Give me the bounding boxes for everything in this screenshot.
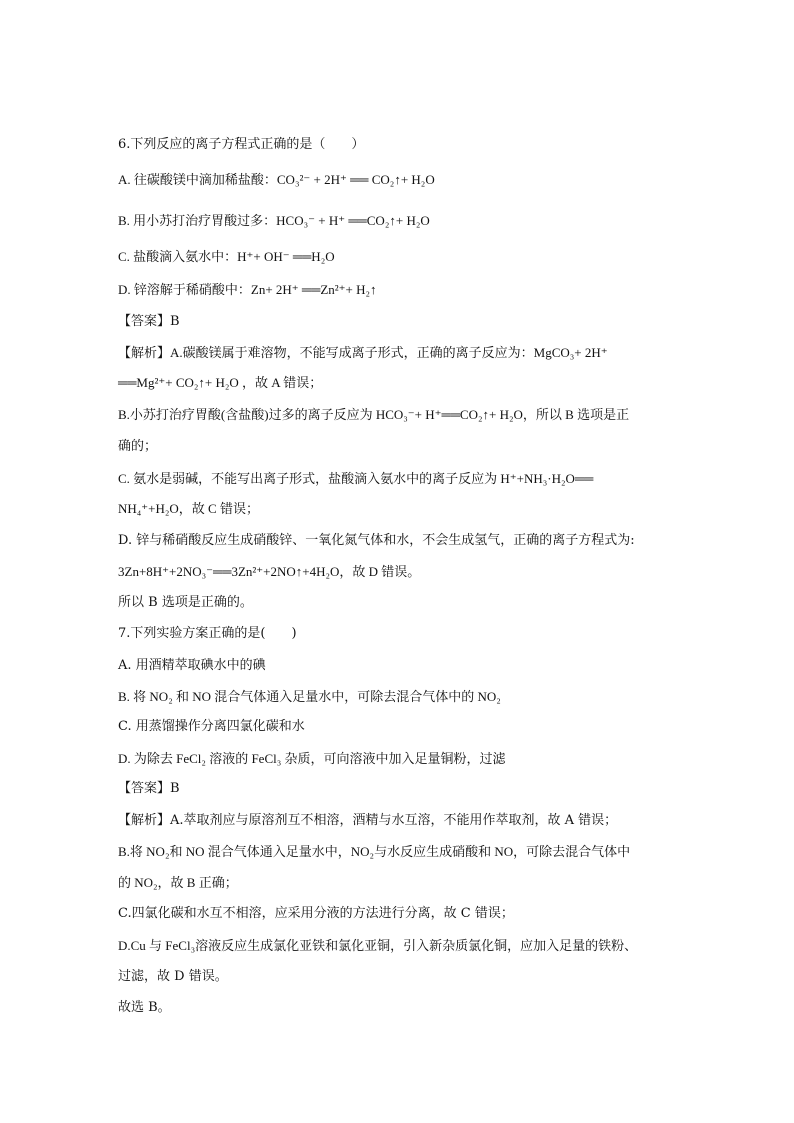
- q6-analysis-line-5: C. 氨水是弱碱，不能写出离子形式，盐酸滴入氨水中的离子反应为 H⁺+NH₃·H₂O══: [118, 471, 594, 486]
- q7-stem: 7.下列实验方案正确的是( ): [118, 626, 297, 641]
- q6-option-b: B. 用小苏打治疗胃酸过多：HCO₃⁻ + H⁺ ══CO₂↑+ H₂O: [118, 213, 430, 228]
- q7-analysis-line-5: D.Cu 与 FeCl₃溶液反应生成氯化亚铁和氯化亚铜，引入新杂质氯化铜，应加入足量的铁粉、: [118, 938, 638, 953]
- q6-option-a: A. 往碳酸镁中滴加稀盐酸：CO₃²⁻ + 2H⁺ ══ CO₂↑+ H₂O: [118, 172, 435, 187]
- q6-analysis-line-7: D. 锌与稀硝酸反应生成硝酸锌、一氧化氮气体和水，不会生成氢气，正确的离子方程式为:: [118, 533, 635, 548]
- q7-analysis-line-4: C.四氯化碳和水互不相溶，应采用分液的方法进行分离，故 C 错误；: [118, 906, 514, 921]
- q6-answer: 【答案】B: [118, 314, 180, 329]
- q7-option-b: B. 将 NO₂ 和 NO 混合气体通入足量水中，可除去混合气体中的 NO₂: [118, 689, 501, 704]
- q6-conclusion: 所以 B 选项是正确的。: [118, 595, 253, 610]
- q7-option-a: A. 用酒精萃取碘水中的碘: [118, 658, 266, 673]
- q6-analysis-line-4: 确的；: [118, 439, 158, 454]
- q7-analysis-line-1: 【解析】A.萃取剂应与原溶剂互不相溶，酒精与水互溶，不能用作萃取剂，故 A 错误；: [118, 813, 618, 828]
- q6-analysis-line-2: ══Mg²⁺+ CO₂↑+ H₂O ，故 A 错误；: [118, 375, 323, 390]
- q6-option-c: C. 盐酸滴入氨水中：H⁺+ OH⁻ ══H₂O: [118, 249, 335, 264]
- q6-analysis-line-6: NH₄⁺+H₂O，故 C 错误；: [118, 501, 259, 516]
- q7-option-d: D. 为除去 FeCl₂ 溶液的 FeCl₃ 杂质，可向溶液中加入足量铜粉，过滤: [118, 751, 506, 766]
- q7-conclusion: 故选 B。: [118, 1000, 171, 1015]
- q6-analysis-line-8: 3Zn+8H⁺+2NO₃⁻══3Zn²⁺+2NO↑+4H₂O，故 D 错误。: [118, 564, 421, 579]
- q6-analysis-line-3: B.小苏打治疗胃酸(含盐酸)过多的离子反应为 HCO₃⁻+ H⁺══CO₂↑+ H₂O，所以 B 选项是正: [118, 407, 630, 422]
- q6-stem: 6.下列反应的离子方程式正确的是（ ）: [118, 137, 365, 152]
- q7-option-c: C. 用蒸馏操作分离四氯化碳和水: [118, 719, 305, 734]
- q7-answer: 【答案】B: [118, 781, 180, 796]
- q6-option-d: D. 锌溶解于稀硝酸中：Zn+ 2H⁺ ══Zn²⁺+ H₂↑: [118, 282, 377, 297]
- q7-analysis-line-2: B.将 NO₂和 NO 混合气体通入足量水中，NO₂与水反应生成硝酸和 NO，可除去混合气体中: [118, 844, 631, 859]
- q6-analysis-line-1: 【解析】A.碳酸镁属于难溶物，不能写成离子形式，正确的离子反应为：MgCO₃+ 2H⁺: [118, 345, 608, 360]
- q7-analysis-line-3: 的 NO₂，故 B 正确；: [118, 875, 238, 890]
- q7-analysis-line-6: 过滤，故 D 错误。: [118, 969, 228, 984]
